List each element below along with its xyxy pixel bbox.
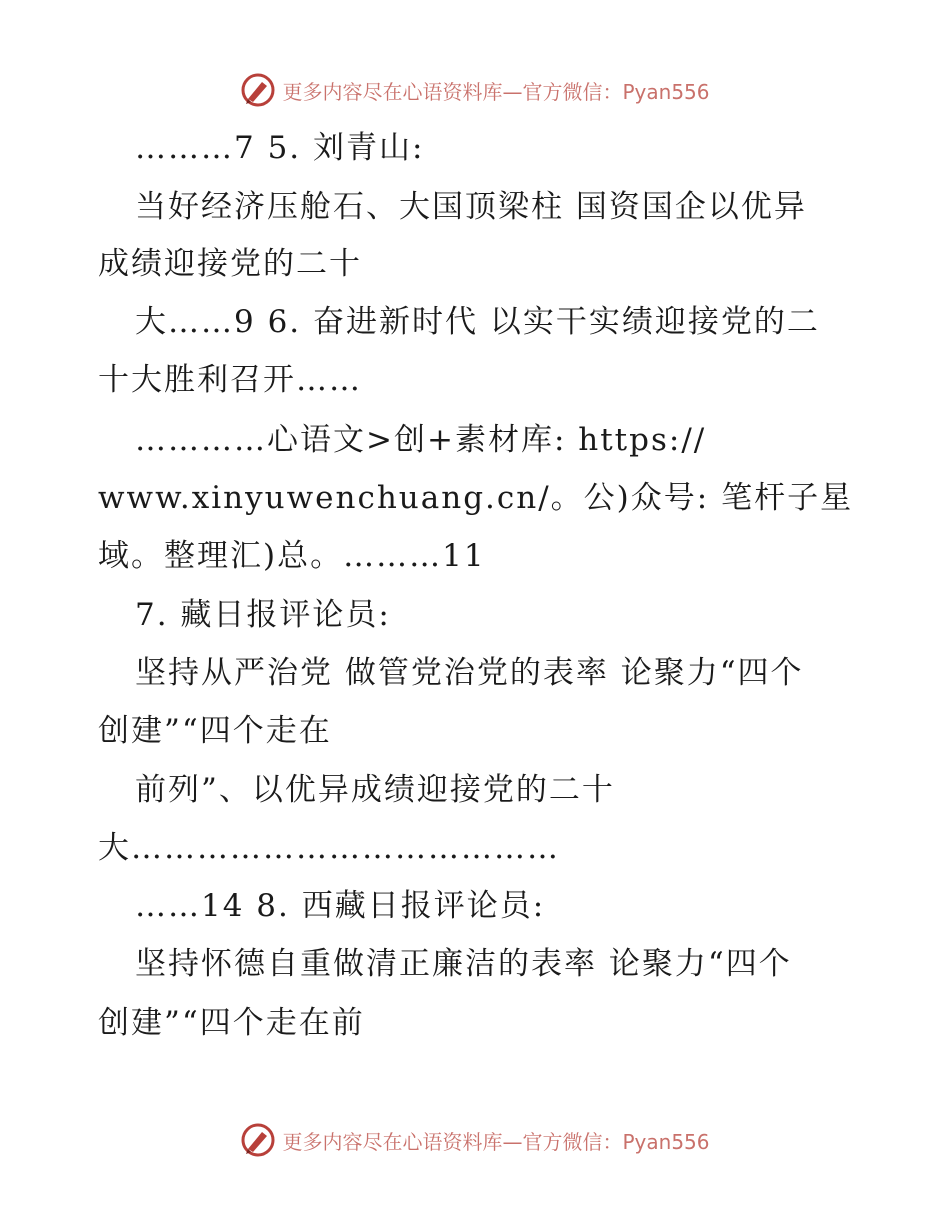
header-brand-text: 更多内容尽在心语资料库 xyxy=(282,79,503,104)
body-line-14: ……14 8. 西藏日报评论员: xyxy=(135,888,546,924)
footer-separator: — xyxy=(502,1129,523,1154)
header-separator: — xyxy=(502,79,523,104)
footer-text xyxy=(282,1126,709,1155)
body-line-3: 成绩迎接党的二十 xyxy=(98,246,362,282)
body-line-5: 十大胜利召开…… xyxy=(98,362,362,398)
body-line-6: …………心语文>创+素材库: https:// xyxy=(135,422,707,458)
body-line-1: ………7 5. 刘青山: xyxy=(135,130,425,166)
footer-brand-text: 更多内容尽在心语资料库 xyxy=(282,1129,503,1154)
footer-contact-id: Pyan556 xyxy=(622,1129,710,1154)
body-line-9: 7. 藏日报评论员: xyxy=(135,597,391,633)
body-line-16: 创建”“四个走在前 xyxy=(98,1005,365,1041)
pen-circle-icon xyxy=(240,1122,276,1158)
body-line-12: 前列”、以优异成绩迎接党的二十 xyxy=(135,772,615,808)
body-line-7: www.xinyuwenchuang.cn/。公)众号: 笔杆子星 xyxy=(98,480,854,516)
body-line-15: 坚持怀德自重做清正廉洁的表率 论聚力“四个 xyxy=(135,946,792,982)
footer-banner xyxy=(0,1120,950,1160)
body-line-10: 坚持从严治党 做管党治党的表率 论聚力“四个 xyxy=(135,655,804,691)
header-contact-label: 官方微信： xyxy=(522,79,623,104)
header-contact-id: Pyan556 xyxy=(622,79,710,104)
body-line-8: 域。整理汇)总。………11 xyxy=(98,538,486,574)
body-line-2: 当好经济压舱石、大国顶梁柱 国资国企以优异 xyxy=(135,189,807,225)
footer-contact-label: 官方微信： xyxy=(522,1129,623,1154)
body-line-11: 创建”“四个走在 xyxy=(98,713,332,749)
body-line-4: 大……9 6. 奋进新时代 以实干实绩迎接党的二 xyxy=(135,304,820,340)
body-line-13: 大………………………………… xyxy=(98,830,560,866)
